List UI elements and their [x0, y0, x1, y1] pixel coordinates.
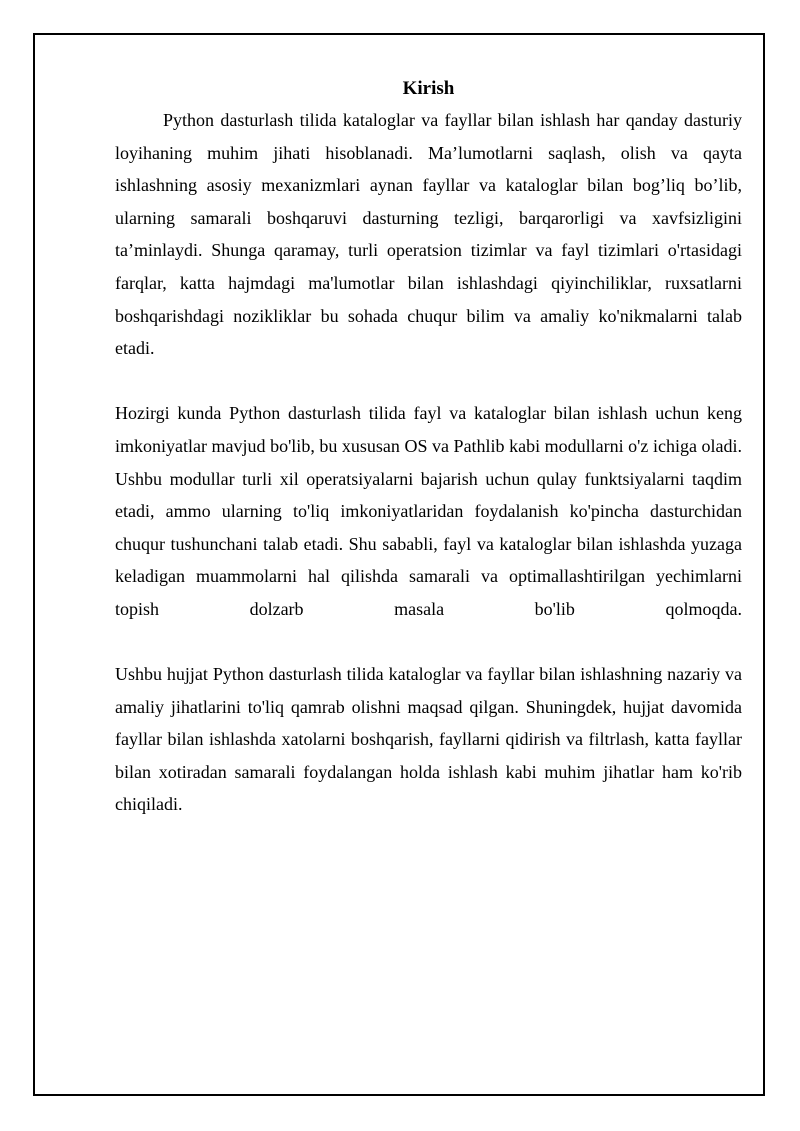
document-title: Kirish	[402, 78, 455, 99]
paragraph-spacer	[115, 365, 742, 398]
paragraph-purpose: Ushbu hujjat Python dasturlash tilida kataloglar va fayllar bilan ishlashning nazariy va amaliy jihatlarini to'liq qamrab olishni maqsad qilgan. Shuningdek, hujjat davomida fayllar bilan ishlashda xatolarni boshqarish, fayllarni qidirish va filtrlash, katta fayllar bilan xotiradan samarali foydalangan holda ishlash kabi muhim jihatlar ham ko'rib chiqiladi.	[115, 664, 742, 815]
paragraph-spacer	[115, 626, 742, 659]
document-body	[115, 76, 742, 821]
paragraph-intro: Python dasturlash tilida kataloglar va fayllar bilan ishlash har qanday dasturiy loyihaning muhim jihati hisoblanadi. Ma’lumotlarni saqlash, olish va qayta ishlashning asosiy mexanizmlari aynan fayllar va kataloglar bilan bog’liq bo’lib, ularning samarali boshqaruvi dasturning tezligi, barqarorligi va xavfsizligini ta’minlaydi. Shunga qaramay, turli operatsion tizimlar va fayl tizimlari o'rtasidagi farqlar, katta hajmdagi ma'lumotlar bilan ishlashdagi qiyinchiliklar, ruxsatlarni boshqarishdagi nozikliklar bu sohada chuqur bilim va amaliy ko'nikmalarni talab etadi.	[115, 110, 742, 359]
paragraph-modules: Hozirgi kunda Python dasturlash tilida fayl va kataloglar bilan ishlash uchun keng imkoniyatlar mavjud bo'lib, bu xususan OS va Pathlib kabi modullarni o'z ichiga oladi. Ushbu modullar turli xil operatsiyalarni bajarish uchun qulay funktsiyalarni taqdim etadi, ammo ularning to'liq imkoniyatlaridan foydalanish ko'pincha dasturchidan chuqur tushunchani talab etadi. Shu sababli, fayl va kataloglar bilan ishlashda yuzaga keladigan muammolarni hal qilishda samarali va optimallashtirilgan yechimlarni topish dolzarb masala bo'lib qolmoqda.	[115, 403, 742, 619]
